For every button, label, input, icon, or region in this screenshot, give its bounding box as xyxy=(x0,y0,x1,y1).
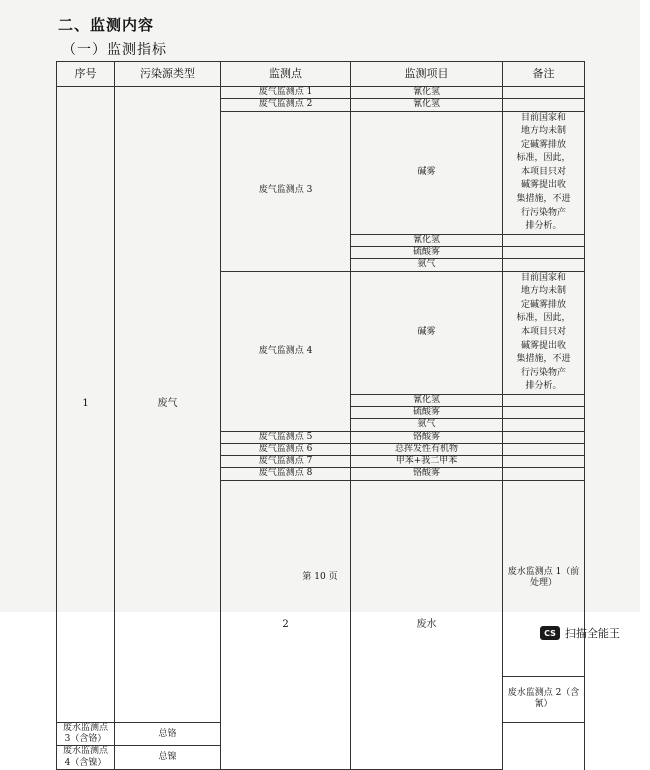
monitor-item: 硫酸雾 xyxy=(351,407,503,419)
remark-cell xyxy=(503,456,585,468)
monitor-point: 废气监测点 5 xyxy=(221,431,351,443)
remark-cell: 目前国家和 地方均未制 定碱雾排放 标准，因此， 本项目只对 碱雾提出收 集措施，不进 行污染物产 排分析。 xyxy=(503,271,585,394)
remark-cell: 目前国家和 地方均未制 定碱雾排放 标准，因此， 本项目只对 碱雾提出收 集措施，不进 行污染物产 排分析。 xyxy=(503,111,585,234)
monitor-point: 废水监测点 3（含铬） xyxy=(57,722,115,746)
monitor-item: 硫酸雾 xyxy=(351,247,503,259)
monitor-point: 废水监测点 1（前处理） xyxy=(503,480,585,676)
remark-cell xyxy=(503,407,585,419)
monitor-item: 氰化氢 xyxy=(351,87,503,99)
monitor-item: 碱雾 xyxy=(351,111,503,234)
monitor-point: 废气监测点 1 xyxy=(221,87,351,99)
section-heading: 二、监测内容 xyxy=(58,16,155,34)
subsection-heading: （一）监测指标 xyxy=(62,42,167,58)
header-no: 序号 xyxy=(57,62,115,87)
row-no: 2 xyxy=(221,480,351,769)
header-point: 监测点 xyxy=(221,62,351,87)
monitor-item: 氰化氢 xyxy=(351,234,503,246)
monitor-point: 废气监测点 6 xyxy=(221,443,351,455)
monitor-point: 废气监测点 7 xyxy=(221,456,351,468)
monitor-item: 总铬 xyxy=(115,722,221,746)
monitor-item: 甲苯+我二甲苯 xyxy=(351,456,503,468)
remark-cell xyxy=(503,87,585,99)
monitor-item: 铬酸雾 xyxy=(351,431,503,443)
row-no: 1 xyxy=(57,87,115,723)
source-type: 废水 xyxy=(351,480,503,769)
monitor-item: 氨气 xyxy=(351,259,503,271)
header-source-type: 污染源类型 xyxy=(115,62,221,87)
remark-cell xyxy=(503,259,585,271)
page-number: 第 10 页 xyxy=(302,572,338,582)
monitor-point: 废气监测点 2 xyxy=(221,99,351,111)
watermark-text: 扫描全能王 xyxy=(565,627,620,640)
monitor-point: 废气监测点 4 xyxy=(221,271,351,431)
monitor-item: 氰化氢 xyxy=(351,99,503,111)
table-header-row xyxy=(57,62,585,87)
monitor-item: 氨气 xyxy=(351,419,503,431)
remark-cell xyxy=(503,394,585,406)
remark-cell xyxy=(503,431,585,443)
remark-cell xyxy=(503,443,585,455)
remark-cell xyxy=(503,234,585,246)
monitor-item: 碱雾 xyxy=(351,271,503,394)
monitor-point: 废水监测点 4（含镍） xyxy=(57,746,115,770)
source-type: 废气 xyxy=(115,87,221,723)
monitor-item: 铬酸雾 xyxy=(351,468,503,480)
table-row xyxy=(57,87,585,99)
camscanner-icon: CS xyxy=(540,626,560,640)
scanner-watermark xyxy=(540,625,620,641)
remark-cell xyxy=(503,247,585,259)
monitor-item: 总镍 xyxy=(115,746,221,770)
remark-cell xyxy=(503,99,585,111)
monitor-point: 废气监测点 8 xyxy=(221,468,351,480)
header-item: 监测项目 xyxy=(351,62,503,87)
monitor-item: 氰化氢 xyxy=(351,394,503,406)
monitor-item: 总挥发性有机物 xyxy=(351,443,503,455)
monitor-point: 废水监测点 2（含氰） xyxy=(503,676,585,722)
monitoring-table xyxy=(56,61,585,770)
header-remark: 备注 xyxy=(503,62,585,87)
remark-cell xyxy=(503,468,585,480)
remark-cell xyxy=(503,419,585,431)
monitor-point: 废气监测点 3 xyxy=(221,111,351,271)
